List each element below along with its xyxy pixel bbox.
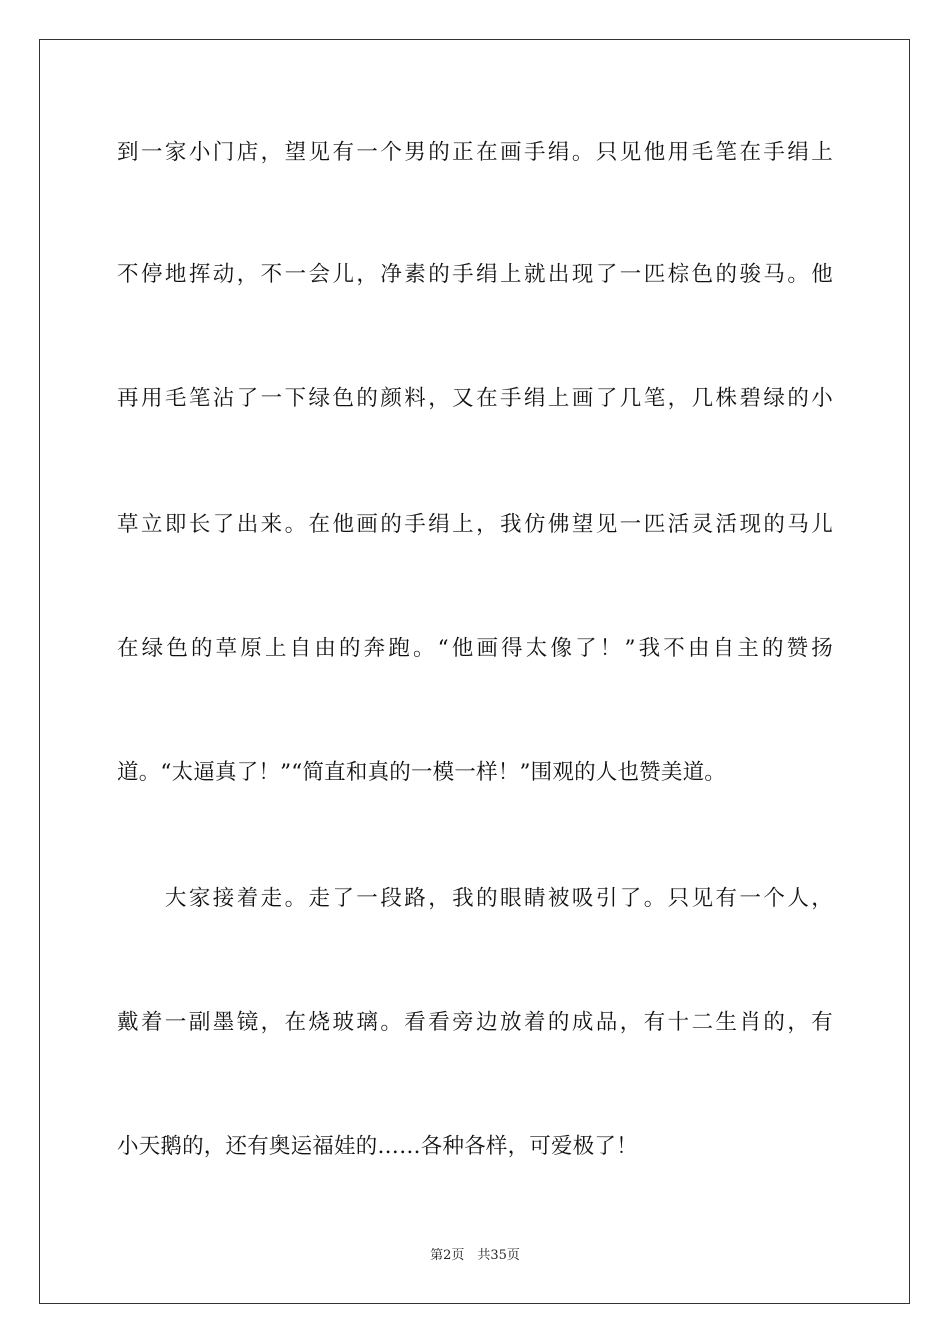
text-line: 大家接着走。走了一段路，我的眼睛被吸引了。只见有一个人， <box>117 886 833 911</box>
text-line: 戴着一副墨镜，在烧玻璃。看看旁边放着的成品，有十二生肖的，有 <box>117 1010 833 1035</box>
text-line: 道。“太逼真了！”“简直和真的一模一样！”围观的人也赞美道。 <box>117 760 726 785</box>
text-line: 小天鹅的，还有奥运福娃的……各种各样，可爱极了！ <box>117 1134 638 1159</box>
text-line: 草立即长了出来。在他画的手绢上，我仿佛望见一匹活灵活现的马儿 <box>117 512 833 537</box>
text-line: 再用毛笔沾了一下绿色的颜料，又在手绢上画了几笔，几株碧绿的小 <box>117 386 833 411</box>
text-line: 不停地挥动，不一会儿，净素的手绢上就出现了一匹棕色的骏马。他 <box>117 262 833 287</box>
page-number-footer: 第2页 共35页 <box>430 1248 520 1263</box>
page-border <box>39 39 910 1304</box>
text-line: 在绿色的草原上自由的奔跑。“他画得太像了！”我不由自主的赞扬 <box>117 636 833 661</box>
text-line: 到一家小门店，望见有一个男的正在画手绢。只见他用毛笔在手绢上 <box>117 140 833 165</box>
